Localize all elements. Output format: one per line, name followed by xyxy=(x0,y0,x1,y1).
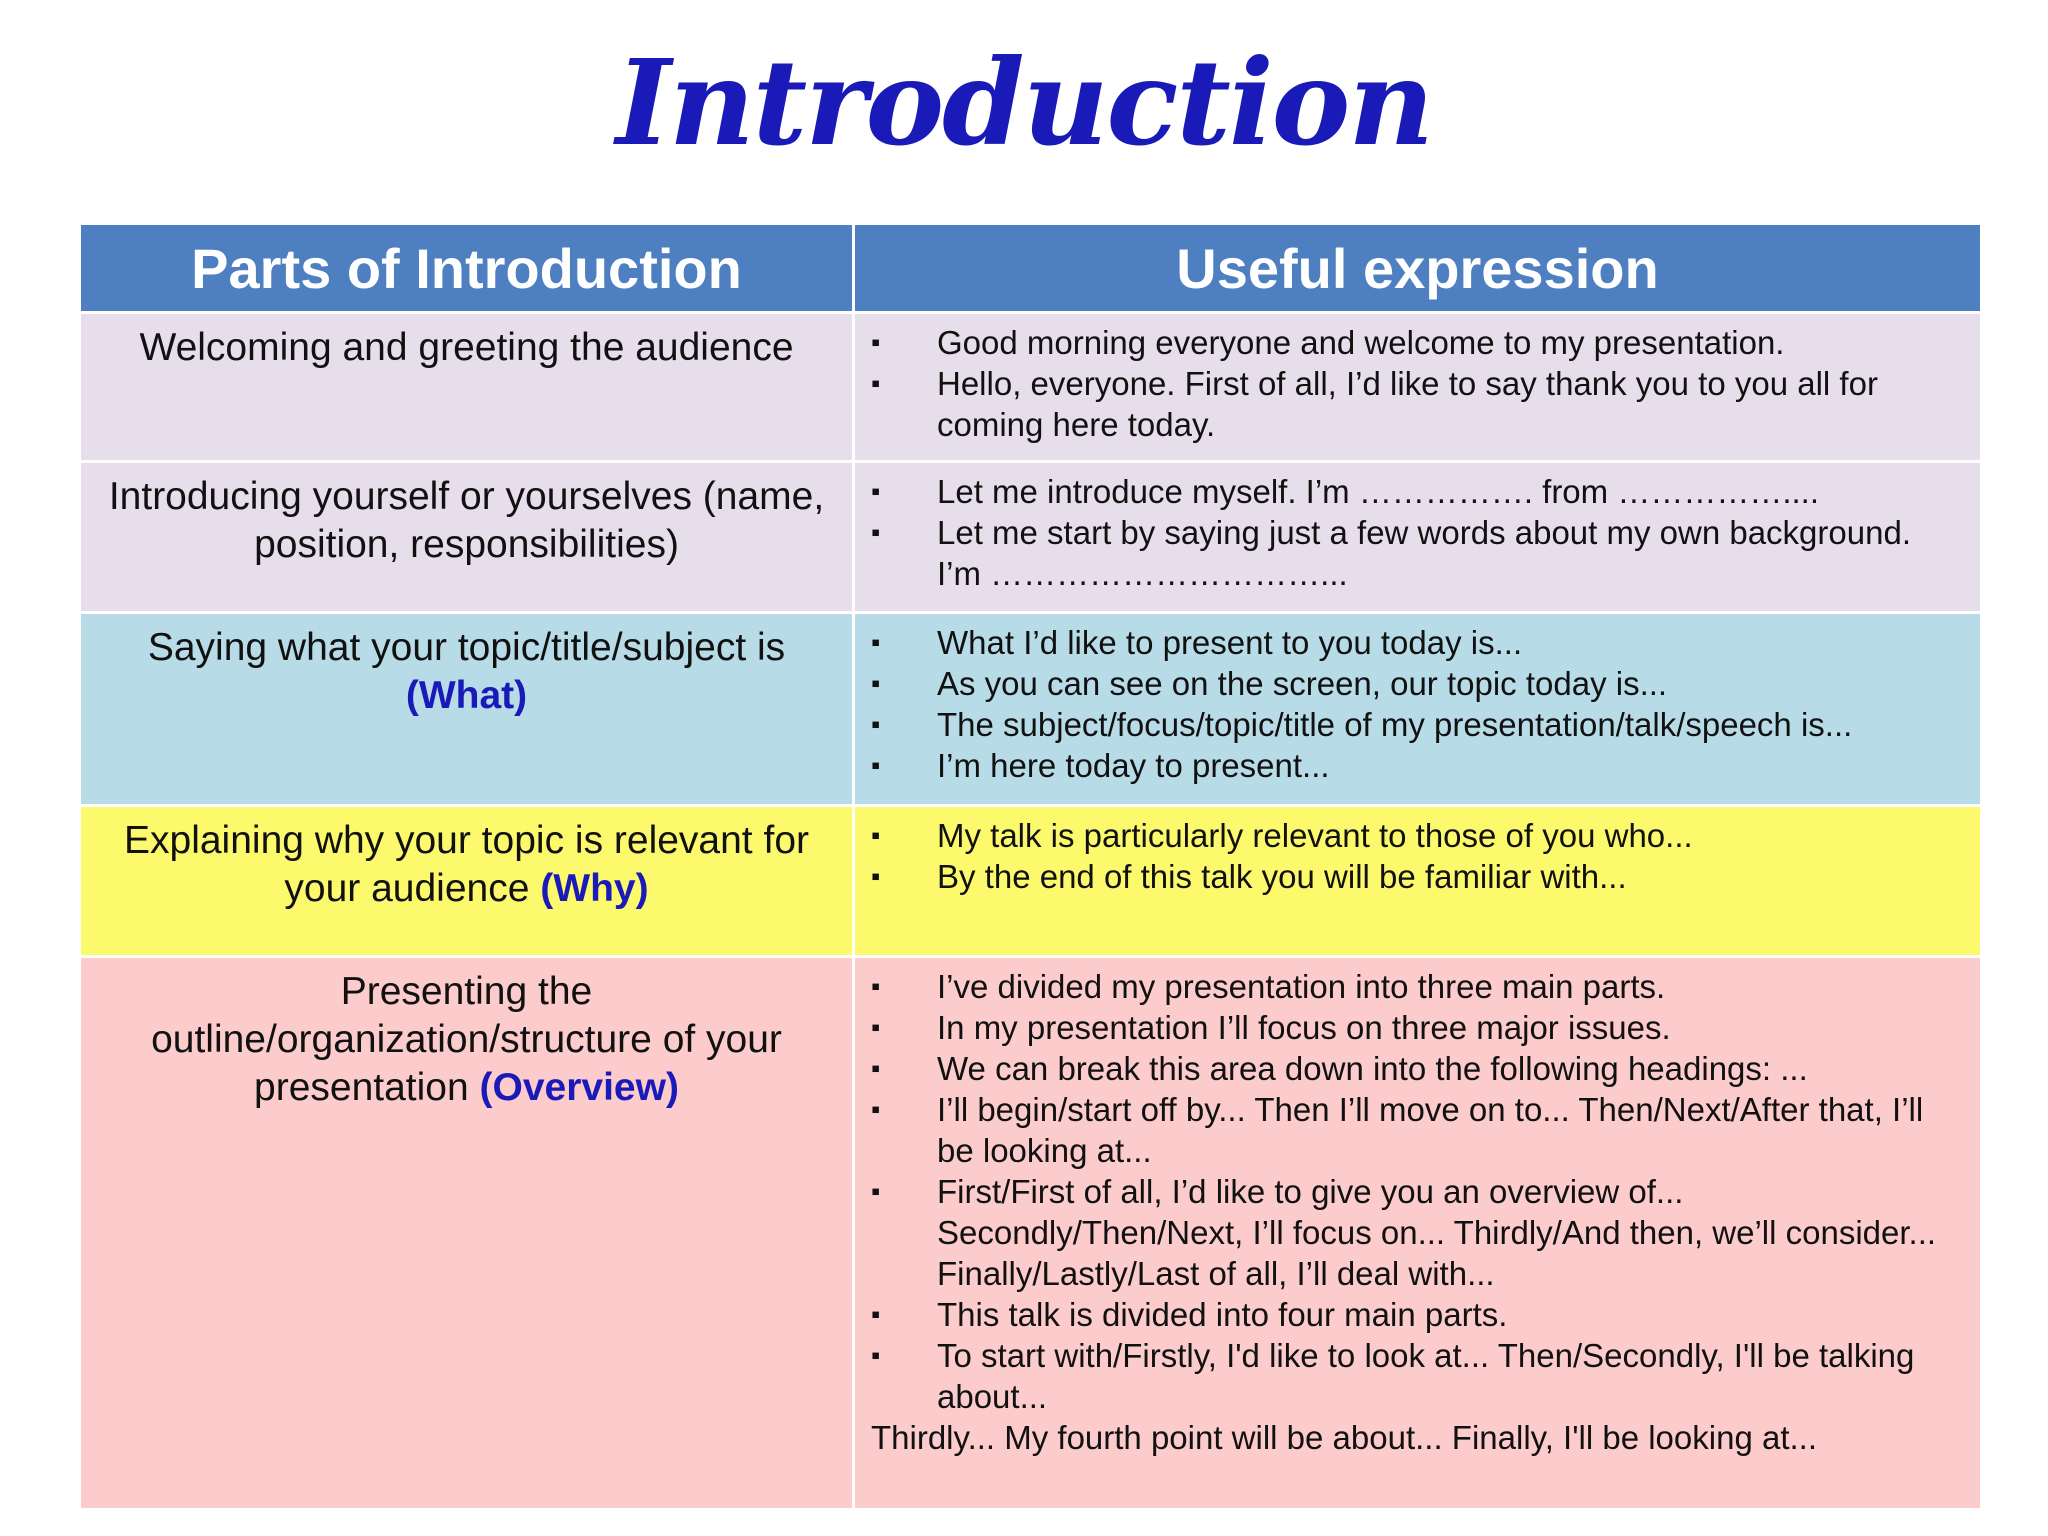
expression-list xyxy=(855,314,1980,445)
part-label: Explaining why your topic is relevant for your audience xyxy=(124,819,809,910)
part-label: Presenting the outline/organization/structure of your presentation xyxy=(151,970,782,1109)
part-label: Saying what your topic/title/subject is xyxy=(147,626,786,669)
expression-item: ▪ In my presentation I’ll focus on three major issues. xyxy=(871,1007,1964,1048)
expression-list xyxy=(855,958,1980,1458)
expression-item: ▪ Let me start by saying just a few words about my own background. I’m …………………………... xyxy=(871,512,1964,594)
expression-item: ▪ Let me introduce myself. I’m ……………. from …………….... xyxy=(871,471,1964,512)
expression-cell xyxy=(854,957,1982,1510)
table-header-row xyxy=(80,224,1982,313)
table-row xyxy=(80,806,1982,957)
table-row xyxy=(80,313,1982,462)
expression-item: ▪ As you can see on the screen, our topic today is... xyxy=(871,663,1964,704)
expression-cell xyxy=(854,462,1982,613)
expression-item: ▪ I’ll begin/start off by... Then I’ll move on to... Then/Next/After that, I’ll be looking at... xyxy=(871,1089,1964,1171)
part-label: Introducing yourself or yourselves (name, position, responsibilities) xyxy=(108,475,825,566)
expression-list xyxy=(855,614,1980,786)
page-title: Introduction xyxy=(615,33,1433,172)
expression-item: ▪ To start with/Firstly, I'd like to look at... Then/Secondly, I'll be talking about... xyxy=(871,1335,1964,1417)
part-cell xyxy=(80,806,854,957)
expression-cell xyxy=(854,806,1982,957)
expression-continuation: Thirdly... My fourth point will be about... Finally, I'll be looking at... xyxy=(871,1419,1817,1456)
part-cell xyxy=(80,462,854,613)
part-label: Welcoming and greeting the audience xyxy=(139,326,794,369)
expression-cell xyxy=(854,613,1982,806)
expression-item: ▪ I’ve divided my presentation into three main parts. xyxy=(871,966,1964,1007)
part-tag: (Overview) xyxy=(479,1066,679,1109)
table-row xyxy=(80,613,1982,806)
column-header-expressions: Useful expression xyxy=(854,224,1982,313)
expression-list xyxy=(855,807,1980,897)
expression-item: ▪ My talk is particularly relevant to those of you who... xyxy=(871,815,1964,856)
column-header-parts: Parts of Introduction xyxy=(80,224,854,313)
expression-item: ▪ Good morning everyone and welcome to my presentation. xyxy=(871,322,1964,363)
expression-item: ▪ By the end of this talk you will be familiar with... xyxy=(871,856,1964,897)
expression-item: ▪ This talk is divided into four main parts. xyxy=(871,1294,1964,1335)
part-cell xyxy=(80,957,854,1510)
expression-item: ▪ Hello, everyone. First of all, I’d like to say thank you to you all for coming here today. xyxy=(871,363,1964,445)
table-row xyxy=(80,462,1982,613)
expression-item: ▪ What I’d like to present to you today is... xyxy=(871,622,1964,663)
expression-item: ▪ The subject/focus/topic/title of my presentation/talk/speech is... xyxy=(871,704,1964,745)
expression-item: ▪ We can break this area down into the following headings: ... xyxy=(871,1048,1964,1089)
expression-list xyxy=(855,463,1980,594)
part-tag: (Why) xyxy=(540,867,649,910)
table-row xyxy=(80,957,1982,1510)
part-cell xyxy=(80,313,854,462)
expression-item: ▪ I’m here today to present... xyxy=(871,745,1964,786)
introduction-table xyxy=(78,222,1983,1511)
expression-item: ▪ First/First of all, I’d like to give you an overview of... Secondly/Then/Next, I’ll focus on... Thirdly/And then, we’ll consider... Finally/Lastly/Last of all, I’ll deal with... xyxy=(871,1171,1964,1294)
expression-cell xyxy=(854,313,1982,462)
part-tag: (What) xyxy=(405,674,528,717)
part-cell xyxy=(80,613,854,806)
